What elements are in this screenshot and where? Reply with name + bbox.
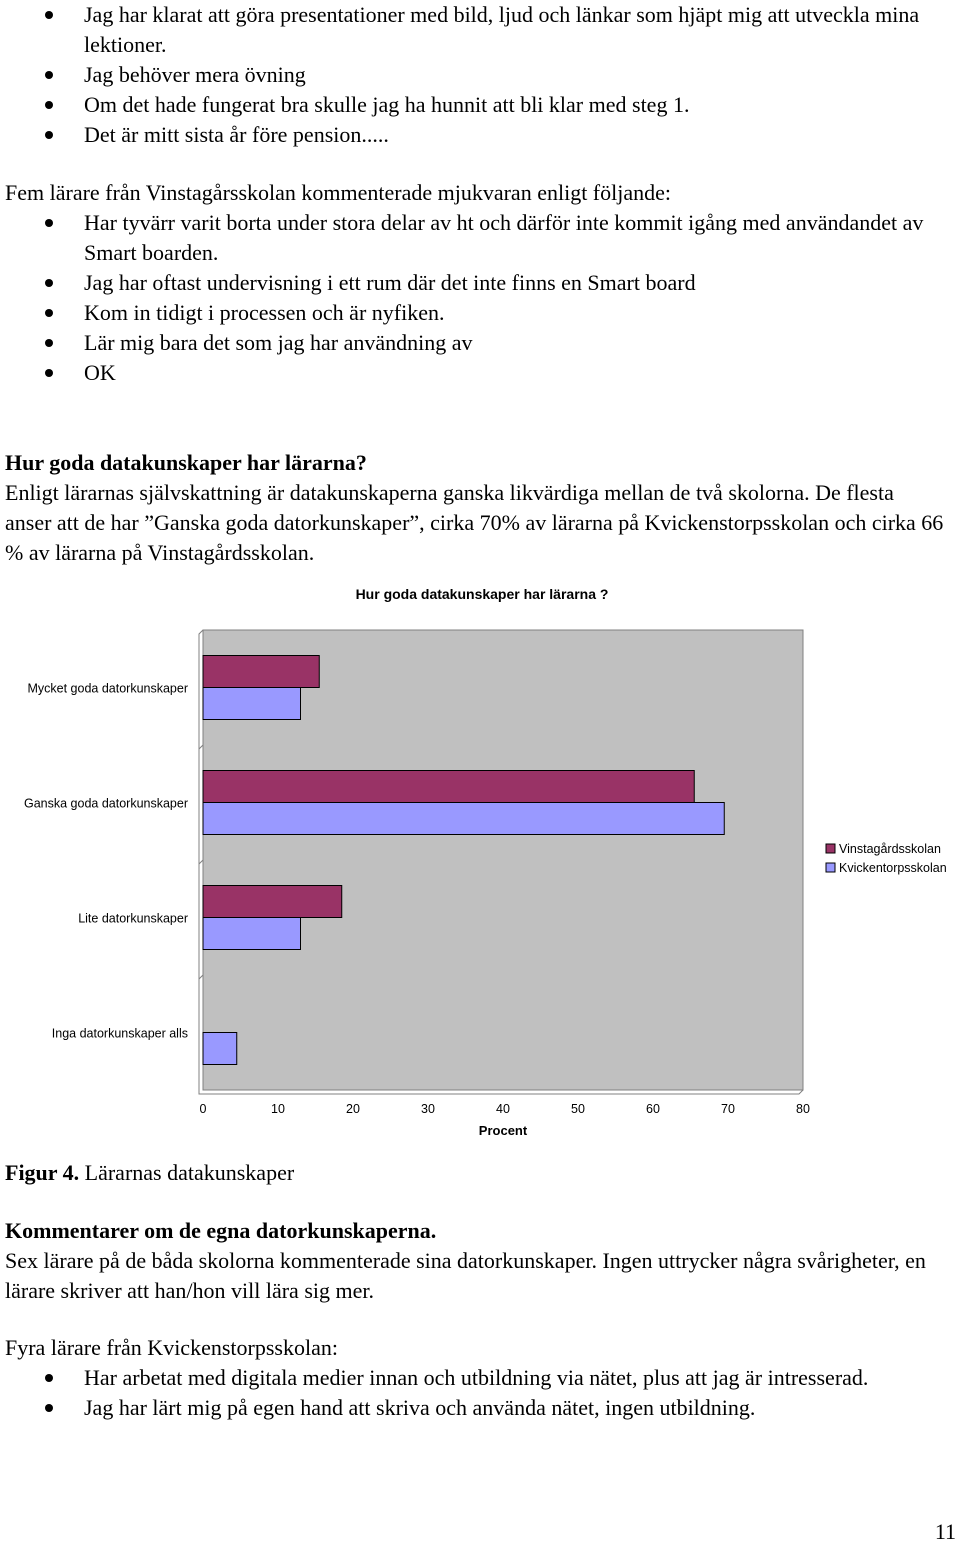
figure-caption bbox=[5, 1158, 945, 1188]
figure-label: Figur 4. bbox=[5, 1160, 80, 1185]
category-label: Mycket goda datorkunskaper bbox=[27, 681, 188, 696]
category-separator bbox=[199, 975, 203, 979]
list-item-text: Jag behöver mera övning bbox=[84, 62, 306, 87]
list-item-text: OK bbox=[84, 360, 116, 385]
bullet-icon bbox=[45, 71, 53, 79]
list-item-text: Lär mig bara det som jag har användning av bbox=[84, 330, 473, 355]
bar bbox=[203, 886, 342, 918]
section-heading: Hur goda datakunskaper har lärarna? bbox=[5, 450, 367, 475]
bullet-icon bbox=[45, 101, 53, 109]
list-item bbox=[5, 358, 945, 388]
bullet-icon bbox=[45, 339, 53, 347]
bar-chart-svg bbox=[0, 580, 960, 1140]
list-item bbox=[5, 60, 945, 90]
bar bbox=[203, 771, 694, 803]
legend-swatch bbox=[826, 863, 835, 872]
list-item bbox=[5, 208, 945, 268]
chart-title: Hur goda datakunskaper har lärarna ? bbox=[355, 586, 609, 602]
paragraph-intro: Fyra lärare från Kvickenstorpsskolan: bbox=[5, 1335, 338, 1360]
paragraph: Sex lärare på de båda skolorna kommenterade sina datorkunskaper. Ingen uttrycker några svårigheter, en lärare skriver att han/hon vill lära sig mer. bbox=[5, 1248, 926, 1303]
caption-line bbox=[5, 1158, 945, 1188]
list-item bbox=[5, 298, 945, 328]
legend-label: Kvickentorpsskolan bbox=[839, 861, 947, 875]
section-4 bbox=[5, 1216, 945, 1306]
paragraph-intro: Fem lärare från Vinstagårsskolan kommenterade mjukvaran enligt följande: bbox=[5, 180, 671, 205]
category-separator bbox=[199, 860, 203, 864]
bullet-icon bbox=[45, 369, 53, 377]
x-tick-label: 30 bbox=[421, 1102, 435, 1116]
page-number: 11 bbox=[934, 1519, 956, 1544]
list-item bbox=[5, 328, 945, 358]
bullet-icon bbox=[45, 11, 53, 19]
list-item bbox=[5, 1393, 945, 1423]
category-separator bbox=[199, 745, 203, 749]
list-item-text: Har tyvärr varit borta under stora delar av ht och därför inte kommit igång med användandet av Smart boarden. bbox=[84, 210, 924, 265]
list-item-text: Har arbetat med digitala medier innan och utbildning via nätet, plus att jag är intresserad. bbox=[84, 1365, 869, 1390]
bullet-list-2 bbox=[5, 208, 945, 388]
bar bbox=[203, 803, 724, 835]
category-label: Inga datorkunskaper alls bbox=[51, 1026, 188, 1041]
list-item-text: Kom in tidigt i processen och är nyfiken. bbox=[84, 300, 445, 325]
list-item-text: Om det hade fungerat bra skulle jag ha hunnit att bli klar med steg 1. bbox=[84, 92, 690, 117]
bullet-icon bbox=[45, 1374, 53, 1382]
list-item bbox=[5, 90, 945, 120]
x-tick-label: 70 bbox=[721, 1102, 735, 1116]
figure-caption-text: Lärarnas datakunskaper bbox=[79, 1160, 295, 1185]
section-1 bbox=[5, 0, 945, 150]
bullet-icon bbox=[45, 279, 53, 287]
x-tick-label: 20 bbox=[346, 1102, 360, 1116]
bullet-list-5 bbox=[5, 1363, 945, 1423]
x-tick-label: 50 bbox=[571, 1102, 585, 1116]
list-item-text: Jag har klarat att göra presentationer med bild, ljud och länkar som hjäpt mig att utveckla mina lektioner. bbox=[84, 2, 920, 57]
bar bbox=[203, 1033, 237, 1065]
section-2 bbox=[5, 178, 945, 388]
section-3 bbox=[5, 448, 945, 568]
x-axis-label: Procent bbox=[478, 1123, 528, 1138]
list-item-text: Jag har lärt mig på egen hand att skriva och använda nätet, ingen utbildning. bbox=[84, 1395, 756, 1420]
category-label: Ganska goda datorkunskaper bbox=[24, 796, 188, 811]
x-tick-label: 60 bbox=[646, 1102, 660, 1116]
x-tick-label: 10 bbox=[271, 1102, 285, 1116]
legend-label: Vinstagårdsskolan bbox=[839, 842, 941, 856]
bullet-icon bbox=[45, 131, 53, 139]
bullet-icon bbox=[45, 1404, 53, 1412]
bar bbox=[203, 656, 319, 688]
section-heading: Kommentarer om de egna datorkunskaperna. bbox=[5, 1218, 437, 1243]
x-tick-label: 0 bbox=[199, 1102, 207, 1116]
paragraph: Enligt lärarnas självskattning är datakunskaperna ganska likvärdiga mellan de två skolorna. De flesta anser att de har ”Ganska goda datorkunskaper”, cirka 70% av lärarna på Kvickenstorpsskolan och cirka 66 % av lärarna på Vinstagårdsskolan. bbox=[5, 480, 944, 565]
bullet-icon bbox=[45, 219, 53, 227]
list-item bbox=[5, 268, 945, 298]
list-item bbox=[5, 1363, 945, 1393]
bar bbox=[203, 918, 301, 950]
bar bbox=[203, 688, 301, 720]
list-item bbox=[5, 0, 945, 60]
list-item-text: Jag har oftast undervisning i ett rum där det inte finns en Smart board bbox=[84, 270, 696, 295]
legend-swatch bbox=[826, 844, 835, 853]
list-item-text: Det är mitt sista år före pension..... bbox=[84, 122, 389, 147]
x-tick-label: 40 bbox=[496, 1102, 510, 1116]
bullet-list-1 bbox=[5, 0, 945, 150]
x-tick-label: 80 bbox=[796, 1102, 810, 1116]
section-5 bbox=[5, 1333, 945, 1423]
bullet-icon bbox=[45, 309, 53, 317]
chart bbox=[0, 580, 960, 1140]
category-label: Lite datorkunskaper bbox=[78, 911, 188, 926]
list-item bbox=[5, 120, 945, 150]
